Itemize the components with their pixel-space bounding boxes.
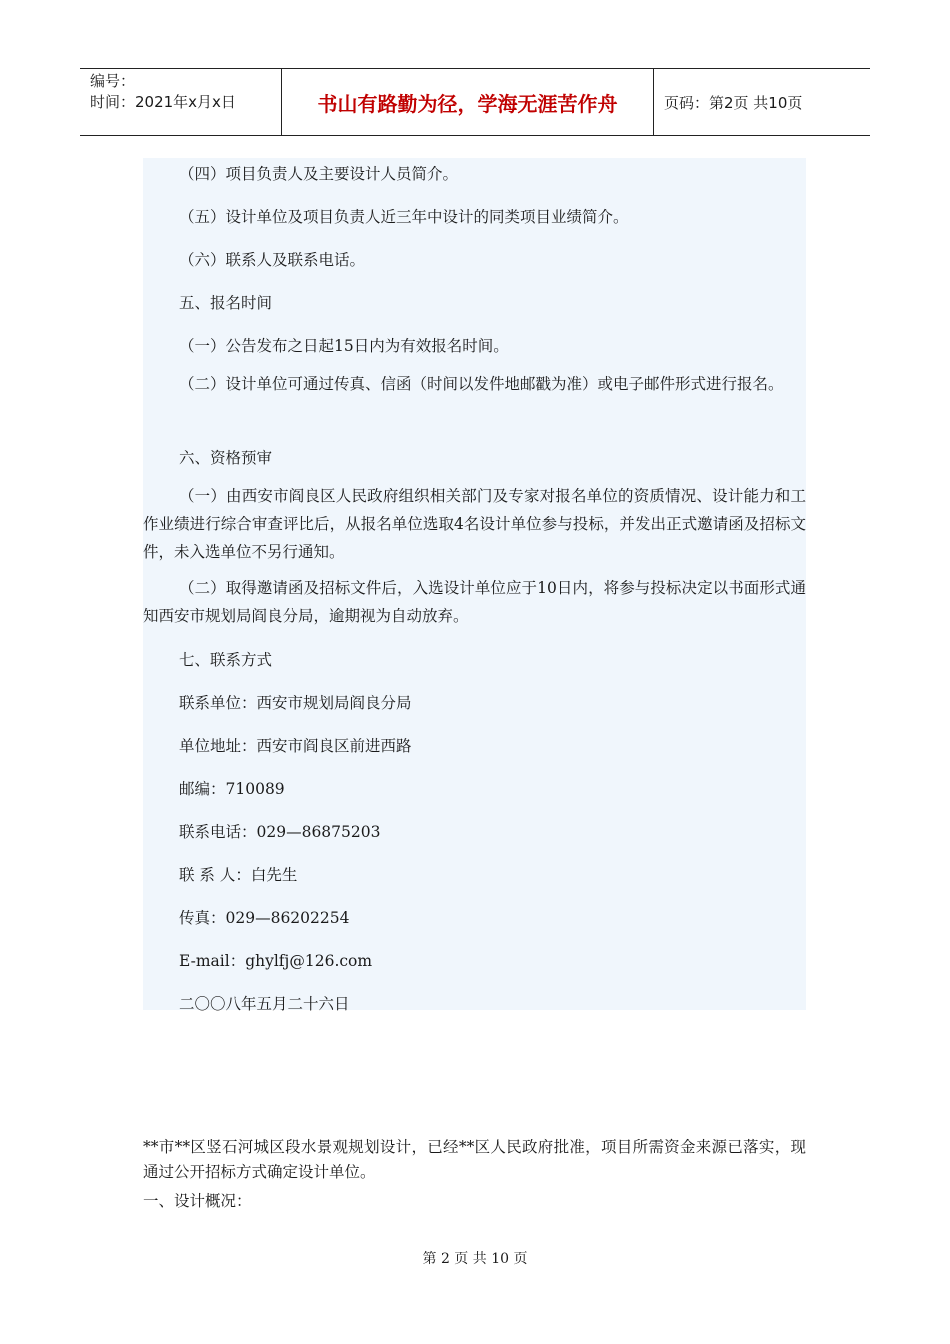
item-6: （六）联系人及联系电话。 — [179, 251, 366, 269]
section-6-paragraph-1: （一）由西安市阎良区人民政府组织相关部门及专家对报名单位的资质情况、设计能力和工作业绩进行综合审查评比后，从报名单位选取4名设计单位参与投标，并发出正式邀请函及招标文件，未入选单位不另行通知。 — [143, 487, 806, 561]
header-left-cell — [80, 69, 282, 135]
header-motto: 书山有路勤为径，学海无涯苦作舟 — [282, 69, 654, 135]
contact-fax: 传真：029—86202254 — [179, 909, 350, 927]
section-6-title: 六、资格预审 — [179, 449, 273, 467]
section-6-paragraph-2: （二）取得邀请函及招标文件后，入选设计单位应于10日内，将参与投标决定以书面形式通知西安市规划局阎良分局，逾期视为自动放弃。 — [143, 579, 806, 625]
contact-unit: 联系单位：西安市规划局阎良分局 — [179, 694, 412, 712]
page-footer: 第 2 页 共 10 页 — [422, 1251, 528, 1267]
section-5-title: 五、报名时间 — [179, 294, 273, 312]
contact-postcode: 邮编：710089 — [179, 780, 285, 798]
page-header — [80, 68, 870, 136]
contact-phone: 联系电话：029—86875203 — [179, 823, 381, 841]
section-7-title: 七、联系方式 — [179, 651, 273, 669]
announcement-body — [143, 158, 806, 1013]
section-5-paragraph-2: （二）设计单位可通过传真、信函（时间以发件地邮戳为准）或电子邮件形式进行报名。 — [179, 375, 784, 393]
intro-paragraph: **市**区竖石河城区段水景观规划设计，已经**区人民政府批准，项目所需资金来源已落实，现通过公开招标方式确定设计单位。 — [143, 1138, 806, 1181]
item-4: （四）项目负责人及主要设计人员简介。 — [179, 165, 459, 183]
contact-email: E-mail：ghylfj@126.com — [179, 952, 373, 970]
contact-address: 单位地址：西安市阎良区前进西路 — [179, 737, 412, 755]
header-page-info: 页码：第2页 共10页 — [664, 93, 803, 112]
contact-person: 联 系 人：白先生 — [179, 866, 298, 884]
section-5-paragraph-1: （一）公告发布之日起15日内为有效报名时间。 — [179, 337, 509, 355]
number-label: 编号： — [90, 72, 136, 90]
announcement-date: 二〇〇八年五月二十六日 — [179, 995, 350, 1013]
section-1-title: 一、设计概况： — [143, 1192, 252, 1210]
time-label: 时间：2021年x月x日 — [90, 93, 236, 111]
item-5: （五）设计单位及项目负责人近三年中设计的同类项目业绩简介。 — [179, 208, 629, 226]
